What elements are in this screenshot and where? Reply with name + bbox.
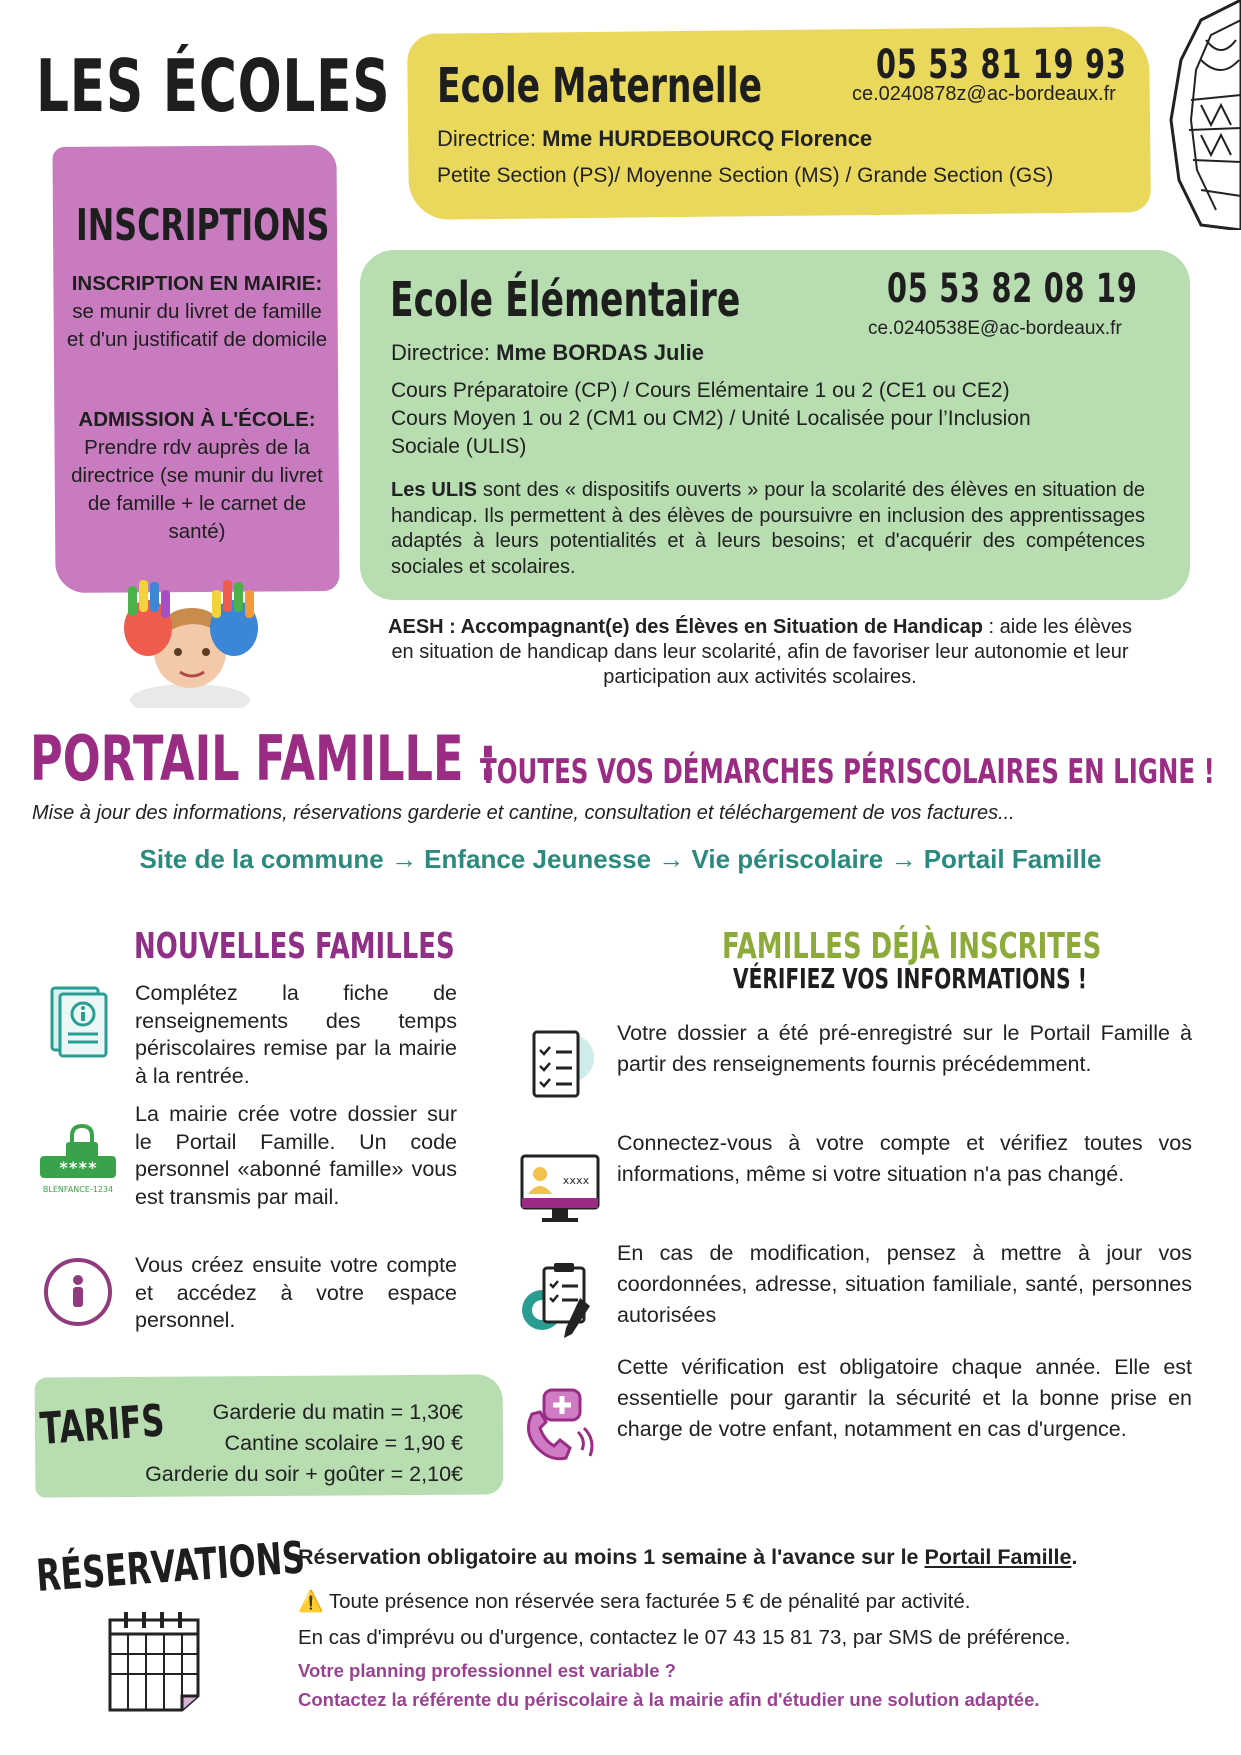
- reservation-emergency-contact: En cas d'imprévu ou d'urgence, contactez le 07 43 15 81 73, par SMS de préférence.: [298, 1626, 1071, 1649]
- aesh-description: AESH : Accompagnant(e) des Élèves en Situation de Handicap : aide les élèves en situation de handicap dans leur scolarité, afin de favoriser leur autonomie et leur participation aux activités scolaires.: [388, 616, 1132, 688]
- familles-inscrites-subtitle: VÉRIFIEZ VOS INFORMATIONS !: [733, 962, 1087, 995]
- warning-icon: ⚠️: [298, 1590, 324, 1613]
- maternelle-email[interactable]: ce.0240878z@ac-bordeaux.fr: [852, 83, 1116, 105]
- checklist-icon: [518, 1024, 602, 1108]
- elementaire-courses-line: Sociale (ULIS): [391, 435, 527, 458]
- familles-inscrites-item: Votre dossier a été pré-enregistré sur le Portail Famille à partir des renseignements fournis précédemment.: [617, 1021, 1192, 1076]
- familles-inscrites-item: Cette vérification est obligatoire chaque année. Elle est essentielle pour garantir la sécurité et la bonne prise en charge de votre enfant, notamment en cas d'urgence.: [617, 1355, 1192, 1441]
- page-title: LES ÉCOLES: [36, 44, 391, 128]
- elementaire-title: Ecole Élémentaire: [390, 272, 741, 328]
- inscription-mairie-text: se munir du livret de famille et d'un justificatif de domicile: [66, 300, 328, 351]
- calendar-icon: [104, 1604, 204, 1714]
- svg-text:BLENFANCE-1234: BLENFANCE-1234: [42, 1185, 114, 1194]
- nouvelles-familles-step: Complétez la fiche de renseignements des temps périscolaires remise par la mairie à la rentrée.: [135, 981, 457, 1088]
- planning-question: Votre planning professionnel est variable ?: [298, 1660, 676, 1681]
- reservation-penalty-warning: ⚠️ Toute présence non réservée sera facturée 5 € de pénalité par activité.: [298, 1590, 971, 1613]
- tarif-garderie-matin: Garderie du matin = 1,30€: [212, 1400, 463, 1424]
- reservation-rule: Réservation obligatoire au moins 1 semaine à l'avance sur le Portail Famille.: [298, 1545, 1078, 1569]
- portail-famille-link[interactable]: Portail Famille: [924, 1545, 1072, 1569]
- elementaire-courses-line: Cours Préparatoire (CP) / Cours Elémentaire 1 ou 2 (CE1 ou CE2): [391, 379, 1010, 402]
- tarif-cantine: Cantine scolaire = 1,90 €: [224, 1431, 463, 1455]
- decorative-pattern-icon: [1161, 0, 1241, 230]
- elementaire-director: Directrice: Mme BORDAS Julie: [391, 340, 704, 365]
- maternelle-title: Ecole Maternelle: [437, 58, 763, 114]
- maternelle-phone: 05 53 81 19 93: [876, 42, 1127, 88]
- portail-famille-description: Mise à jour des informations, réservations garderie et cantine, consultation et téléchargement de vos factures...: [32, 802, 1015, 824]
- inscriptions-title: INSCRIPTIONS: [76, 200, 330, 251]
- portail-famille-subtitle: TOUTES VOS DÉMARCHES PÉRISCOLAIRES EN LIGNE !: [480, 752, 1215, 792]
- familles-inscrites-item: En cas de modification, pensez à mettre à jour vos coordonnées, adresse, situation familiale, santé, personnes autorisées: [617, 1241, 1192, 1327]
- svg-text:****: ****: [58, 1158, 98, 1177]
- svg-text:xxxx: xxxx: [562, 1174, 590, 1187]
- nouvelles-familles-step: Vous créez ensuite votre compte et accédez à votre espace personnel.: [135, 1253, 457, 1332]
- info-document-icon: [38, 982, 118, 1062]
- nouvelles-familles-title: NOUVELLES FAMILLES: [134, 926, 455, 967]
- elementaire-phone: 05 53 82 08 19: [887, 266, 1138, 312]
- inscription-mairie-heading: INSCRIPTION EN MAIRIE:: [71, 272, 323, 295]
- tarifs-title: TARIFS: [38, 1395, 166, 1455]
- familles-inscrites-item: Connectez-vous à votre compte et vérifiez toutes vos informations, même si votre situation n'a pas changé.: [617, 1131, 1192, 1186]
- child-painted-hands-image: [108, 568, 268, 708]
- familles-inscrites-title: FAMILLES DÉJÀ INSCRITES: [722, 926, 1102, 967]
- lock-password-icon: [38, 1118, 118, 1198]
- elementaire-email[interactable]: ce.0240538E@ac-bordeaux.fr: [868, 318, 1122, 339]
- planning-contact: Contactez la référente du périscolaire à la mairie afin d'étudier une solution adaptée.: [298, 1689, 1040, 1710]
- admission-text: Prendre rdv auprès de la directrice (se munir du livret de famille + le carnet de santé): [71, 436, 323, 543]
- admission-heading: ADMISSION À L'ÉCOLE:: [78, 408, 316, 431]
- elementaire-courses-line: Cours Moyen 1 ou 2 (CM1 ou CM2) / Unité Localisée pour l’Inclusion: [391, 407, 1031, 430]
- maternelle-director: Directrice: Mme HURDEBOURCQ Florence: [437, 126, 873, 151]
- tarif-garderie-soir: Garderie du soir + goûter = 2,10€: [145, 1462, 463, 1486]
- maternelle-sections: Petite Section (PS)/ Moyenne Section (MS) / Grande Section (GS): [437, 164, 1054, 187]
- person-icon: [38, 1252, 118, 1332]
- portail-famille-title: PORTAIL FAMILLE :: [30, 722, 497, 795]
- portail-famille-navigation-path: Site de la commune → Enfance Jeunesse → Vie périscolaire → Portail Famille: [139, 844, 1102, 874]
- ulis-description: Les ULIS sont des « dispositifs ouverts » pour la scolarité des élèves en situation de handicap. Ils permettent à des élèves de poursuivre en inclusion des apprentissages adaptés à leurs potentialités et à leurs besoins; et d'acquérir des compétences sociales et scolaires.: [391, 479, 1145, 578]
- profile-screen-icon: [518, 1148, 602, 1232]
- reservations-title: RÉSERVATIONS: [34, 1532, 307, 1602]
- nouvelles-familles-step: La mairie crée votre dossier sur le Portail Famille. Un code personnel «abonné famille» vous est transmis par mail.: [135, 1102, 457, 1209]
- medical-phone-icon: [518, 1384, 602, 1468]
- form-pen-icon: [518, 1258, 602, 1342]
